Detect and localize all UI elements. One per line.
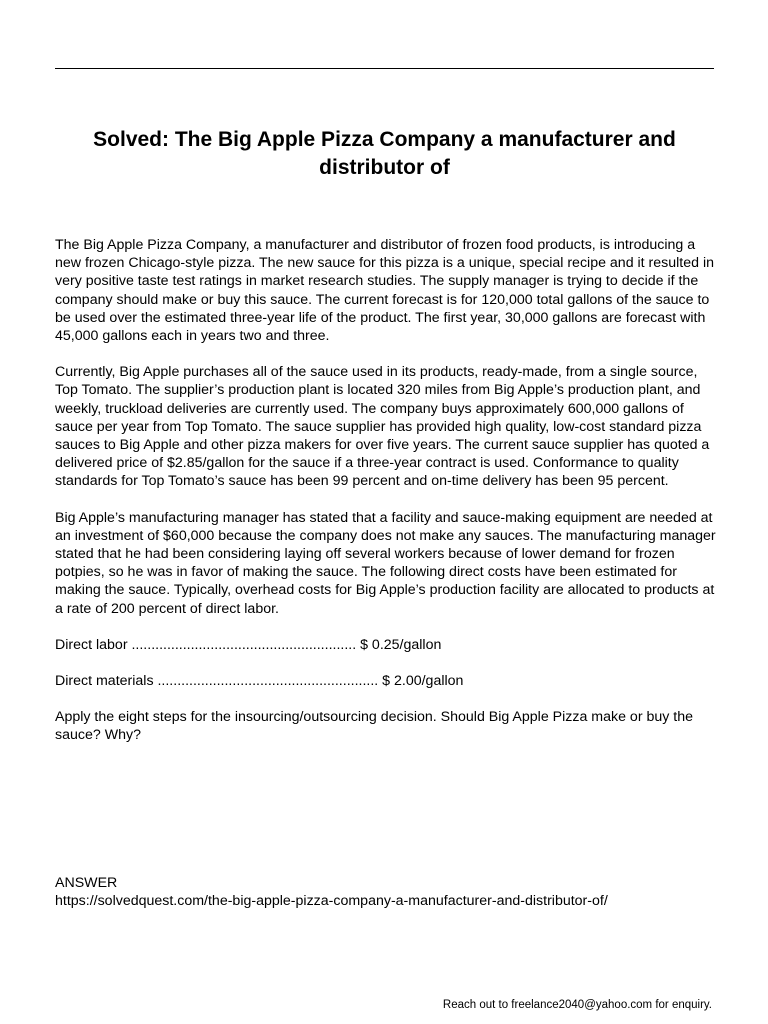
document-body bbox=[55, 236, 720, 763]
answer-section bbox=[55, 874, 720, 910]
question-text: Apply the eight steps for the insourcing/outsourcing decision. Should Big Apple Pizza make or buy the sauce? Why? bbox=[55, 709, 694, 744]
paragraph-intro: The Big Apple Pizza Company, a manufacturer and distributor of frozen food products, is introducing a new frozen Chicago-style pizza. The new sauce for this pizza is a unique, special recipe and it resulted in very positive taste test ratings in market research studies. The supply manager is trying to decide if the company should make or buy this sauce. The current forecast is for 120,000 total gallons of the sauce to be used over the estimated three-year life of the product. The first year, 30,000 gallons are forecast with 45,000 gallons each in years two and three. bbox=[55, 237, 715, 345]
page-title: Solved: The Big Apple Pizza Company a manufacturer and distributor of bbox=[93, 128, 676, 179]
footer-contact: Reach out to freelance2040@yahoo.com for enquiry. bbox=[442, 999, 712, 1011]
paragraph-manufacturing: Big Apple’s manufacturing manager has stated that a facility and sauce-making equipment are needed at an investment of $60,000 because the company does not make any sauces. The manufacturing manager stated that he had been considering laying off several workers because of lower demand for frozen potpies, so he was in favor of making the sauce. The following direct costs have been estimated for making the sauce. Typically, overhead costs for Big Apple’s production facility are allocated to products at a rate of 200 percent of direct labor. bbox=[55, 509, 716, 617]
direct-materials-line: Direct materials ........................................................ $ 2.00/gallon bbox=[55, 673, 464, 690]
paragraph-supplier: Currently, Big Apple purchases all of the sauce used in its products, ready-made, from a single source, Top Tomato. The supplier’s production plant is located 320 miles from Big Apple’s production plant, and weekly, truckload deliveries are currently used. The company buys approximately 600,000 gallons of sauce per year from Top Tomato. The sauce supplier has provided high quality, low-cost standard pizza sauces to Big Apple and other pizza makers for over five years. The current sauce supplier has quoted a delivered price of $2.85/gallon for the sauce if a three-year contract is used. Conformance to quality standards for Top Tomato’s sauce has been 99 percent and on-time delivery has been 95 percent. bbox=[55, 364, 710, 490]
answer-link[interactable]: https://solvedquest.com/the-big-apple-pizza-company-a-manufacturer-and-distributor-of/ bbox=[55, 893, 608, 910]
top-divider bbox=[55, 68, 714, 69]
answer-label: ANSWER bbox=[55, 875, 118, 891]
direct-labor-line: Direct labor ......................................................... $ 0.25/gallon bbox=[55, 636, 442, 653]
